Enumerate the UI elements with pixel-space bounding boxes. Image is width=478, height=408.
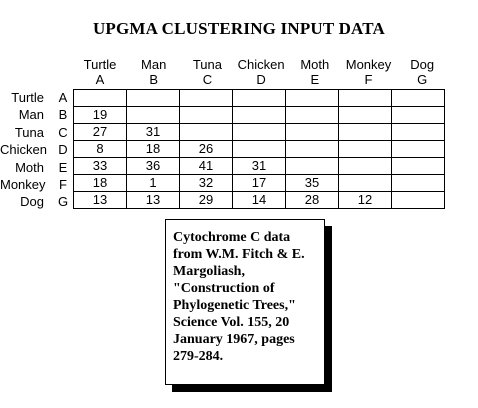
- matrix-cell: 18: [74, 175, 127, 192]
- matrix-cell: [127, 107, 180, 124]
- matrix-cell: [339, 141, 392, 158]
- column-name: Monkey: [345, 57, 392, 72]
- matrix-cell: 26: [180, 141, 233, 158]
- matrix-cell: [180, 90, 233, 107]
- column-header: [288, 58, 342, 87]
- matrix-cell: [286, 107, 339, 124]
- citation-text: Cytochrome C data from W.M. Fitch & E. Margoliash, "Construction of Phylogenetic Trees," Science Vol. 155, 20 January 1967, pages 279-284.: [173, 230, 305, 364]
- matrix-cell: [339, 107, 392, 124]
- column-name: Tuna: [192, 57, 222, 72]
- matrix-cell: 17: [233, 175, 286, 192]
- distance-matrix: [73, 89, 445, 209]
- matrix-cell: 18: [127, 141, 180, 158]
- column-letter: A: [95, 71, 105, 87]
- row-name: Monkey: [0, 177, 46, 192]
- column-letter: B: [149, 71, 159, 87]
- matrix-cell: [339, 90, 392, 107]
- matrix-cell: 29: [180, 192, 233, 209]
- column-header: [234, 58, 288, 87]
- matrix-cell: 31: [233, 158, 286, 175]
- column-name: Moth: [300, 57, 330, 72]
- column-name: Man: [141, 57, 167, 72]
- matrix-cell: [286, 158, 339, 175]
- citation-box: [165, 219, 325, 385]
- matrix-cell: [392, 192, 445, 209]
- page-title: UPGMA CLUSTERING INPUT DATA: [92, 19, 386, 38]
- row-letter: A: [58, 90, 68, 105]
- column-letter: C: [202, 71, 213, 87]
- column-letter: D: [256, 71, 266, 87]
- matrix-cell: [74, 90, 127, 107]
- matrix-cell: [392, 158, 445, 175]
- matrix-cell: [392, 124, 445, 141]
- column-header: [127, 58, 181, 87]
- row-name: Man: [18, 107, 44, 123]
- column-header: [342, 58, 396, 87]
- column-name: Dog: [410, 57, 435, 72]
- matrix-cell: 14: [233, 192, 286, 209]
- matrix-cell: [233, 107, 286, 124]
- row-letter: C: [58, 124, 68, 140]
- matrix-cell: 19: [74, 107, 127, 124]
- row-name: Chicken: [0, 142, 47, 158]
- column-letter: G: [417, 71, 428, 87]
- table-row: [74, 141, 445, 158]
- matrix-cell: [392, 90, 445, 107]
- matrix-cell: [233, 90, 286, 107]
- matrix-cell: 8: [74, 141, 127, 158]
- matrix-cell: [286, 141, 339, 158]
- row-letter: E: [58, 159, 68, 175]
- row-name: Tuna: [14, 124, 44, 140]
- column-header: [73, 58, 127, 87]
- column-letter: E: [310, 71, 320, 87]
- matrix-cell: [392, 107, 445, 124]
- matrix-cell: 12: [339, 192, 392, 209]
- matrix-cell: [392, 175, 445, 192]
- row-letter: F: [59, 177, 67, 192]
- column-letter: F: [364, 71, 373, 87]
- matrix-cell: [180, 107, 233, 124]
- matrix-cell: [286, 90, 339, 107]
- row-name: Moth: [15, 159, 44, 175]
- column-header: [395, 58, 449, 87]
- matrix-cell: 35: [286, 175, 339, 192]
- matrix-cell: 27: [74, 124, 127, 141]
- matrix-cell: [127, 90, 180, 107]
- row-letter: G: [57, 194, 69, 210]
- matrix-cell: 13: [74, 192, 127, 209]
- matrix-cell: [392, 141, 445, 158]
- matrix-cell: 1: [127, 175, 180, 192]
- table-row: [74, 107, 445, 124]
- matrix-cell: [339, 158, 392, 175]
- table-row: [74, 158, 445, 175]
- matrix-cell: 13: [127, 192, 180, 209]
- matrix-cell: [180, 124, 233, 141]
- matrix-cell: [339, 124, 392, 141]
- matrix-cell: [233, 124, 286, 141]
- matrix-cell: 33: [74, 158, 127, 175]
- row-name: Turtle: [11, 90, 44, 105]
- column-name: Chicken: [237, 57, 285, 72]
- row-letter: B: [58, 107, 68, 123]
- column-name: Turtle: [83, 57, 117, 72]
- column-header: [180, 58, 234, 87]
- table-row: [74, 175, 445, 192]
- matrix-cell: [339, 175, 392, 192]
- matrix-cell: 28: [286, 192, 339, 209]
- table-row: [74, 124, 445, 141]
- matrix-cell: [286, 124, 339, 141]
- row-letter: D: [58, 142, 68, 158]
- row-name: Dog: [20, 194, 44, 210]
- table-row: [74, 90, 445, 107]
- matrix-cell: 36: [127, 158, 180, 175]
- matrix-cell: 41: [180, 158, 233, 175]
- matrix-cell: 31: [127, 124, 180, 141]
- table-row: [74, 192, 445, 209]
- matrix-cell: [233, 141, 286, 158]
- matrix-cell: 32: [180, 175, 233, 192]
